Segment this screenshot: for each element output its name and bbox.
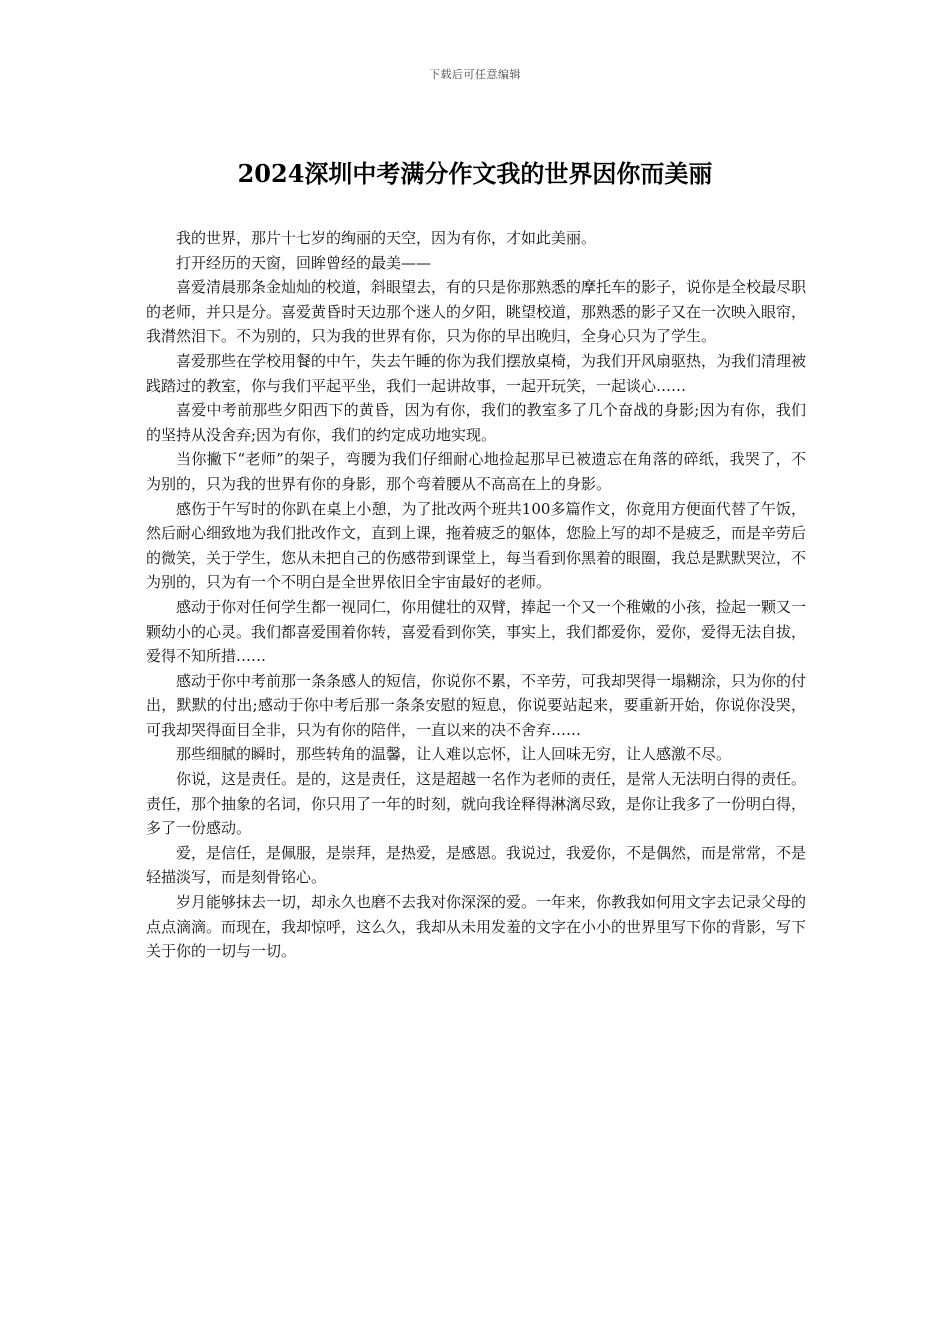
- paragraph-10: 那些细腻的瞬时，那些转角的温馨，让人难以忘怀，让人回味无穷，让人感激不尽。: [176, 745, 732, 764]
- paragraph-8: 感动于你对任何学生都一视同仁，你用健壮的双臂，捧起一个又一个稚嫩的小孩，捡起一颗又一颗幼小的心灵。我们都喜爱围着你转，喜爱看到你笑，事实上，我们都爱你，爱你，爱得无法自拔，爱得不知所措……: [146, 597, 807, 666]
- essay-body: [146, 226, 806, 964]
- paragraph-7: 感伤于午写时的你趴在桌上小憩，为了批改两个班共100多篇作文，你竟用方便面代替了午饭，然后耐心细致地为我们批改作文，直到上课，拖着疲乏的躯体，您脸上写的却不是疲乏，而是辛劳后的微笑，关于学生，您从未把自己的伤感带到课堂上，每当看到你黑着的眼圈，我总是默默哭泣，不为别的，只为有一个不明白是全世界依旧全宇宙最好的老师。: [146, 499, 807, 592]
- paragraph-1: 我的世界，那片十七岁的绚丽的天空，因为有你，才如此美丽。: [176, 229, 597, 247]
- paragraph-4: 喜爱那些在学校用餐的中午，失去午睡的你为我们摆放桌椅，为我们开风扇驱热，为我们清理被践踏过的教室，你与我们平起平坐，我们一起讲故事，一起开玩笑，一起谈心……: [146, 351, 807, 395]
- document-title: 2024深圳中考满分作文我的世界因你而美丽: [237, 159, 713, 188]
- paragraph-5: 喜爱中考前那些夕阳西下的黄昏，因为有你，我们的教室多了几个奋战的身影;因为有你，我们的坚持从没舍弃;因为有你，我们的约定成功地实现。: [146, 401, 806, 444]
- paragraph-2: 打开经历的天窗，回眸曾经的最美——: [176, 253, 432, 272]
- paragraph-3: 喜爱清晨那条金灿灿的校道，斜眼望去，有的只是你那熟悉的摩托车的影子，说你是全校最尽职的老师，并只是分。喜爱黄昏时天边那个迷人的夕阳，眺望校道，那熟悉的影子又在一次映入眼帘，我潸然泪下。不为别的，只为我的世界有你，只为你的早出晚归，全身心只为了学生。: [146, 278, 807, 346]
- paragraph-12: 爱，是信任，是佩服，是崇拜，是热爱，是感恩。我说过，我爱你，不是偶然，而是常常，不是轻描淡写，而是刻骨铭心。: [146, 843, 807, 887]
- header-note: 下载后可任意编辑: [429, 68, 521, 81]
- paragraph-13: 岁月能够抹去一切，却永久也磨不去我对你深深的爱。一年来，你教我如何用文字去记录父母的点点滴滴。而现在，我却惊呼，这么久，我却从未用发羞的文字在小小的世界里写下你的背影，写下关于你的一切与一切。: [146, 893, 807, 961]
- paragraph-9: 感动于你中考前那一条条感人的短信，你说你不累，不辛劳，可我却哭得一塌糊涂，只为你的付出，默默的付出;感动于你中考后那一条条安慰的短息，你说要站起来，要重新开始，你说你没哭，可我却哭得面目全非，只为有你的陪伴，一直以来的决不舍弃……: [146, 671, 807, 739]
- paragraph-6: 当你撇下“老师”的架子，弯腰为我们仔细耐心地捡起那早已被遗忘在角落的碎纸，我哭了，不为别的，只为我的世界有你的身影，那个弯着腰从不高高在上的身影。: [146, 450, 806, 493]
- paragraph-11: 你说，这是责任。是的，这是责任，这是超越一名作为老师的责任，是常人无法明白得的责任。责任，那个抽象的名词，你只用了一年的时刻，就向我诠释得淋漓尽致，是你让我多了一份明白得，多了一份感动。: [146, 770, 807, 838]
